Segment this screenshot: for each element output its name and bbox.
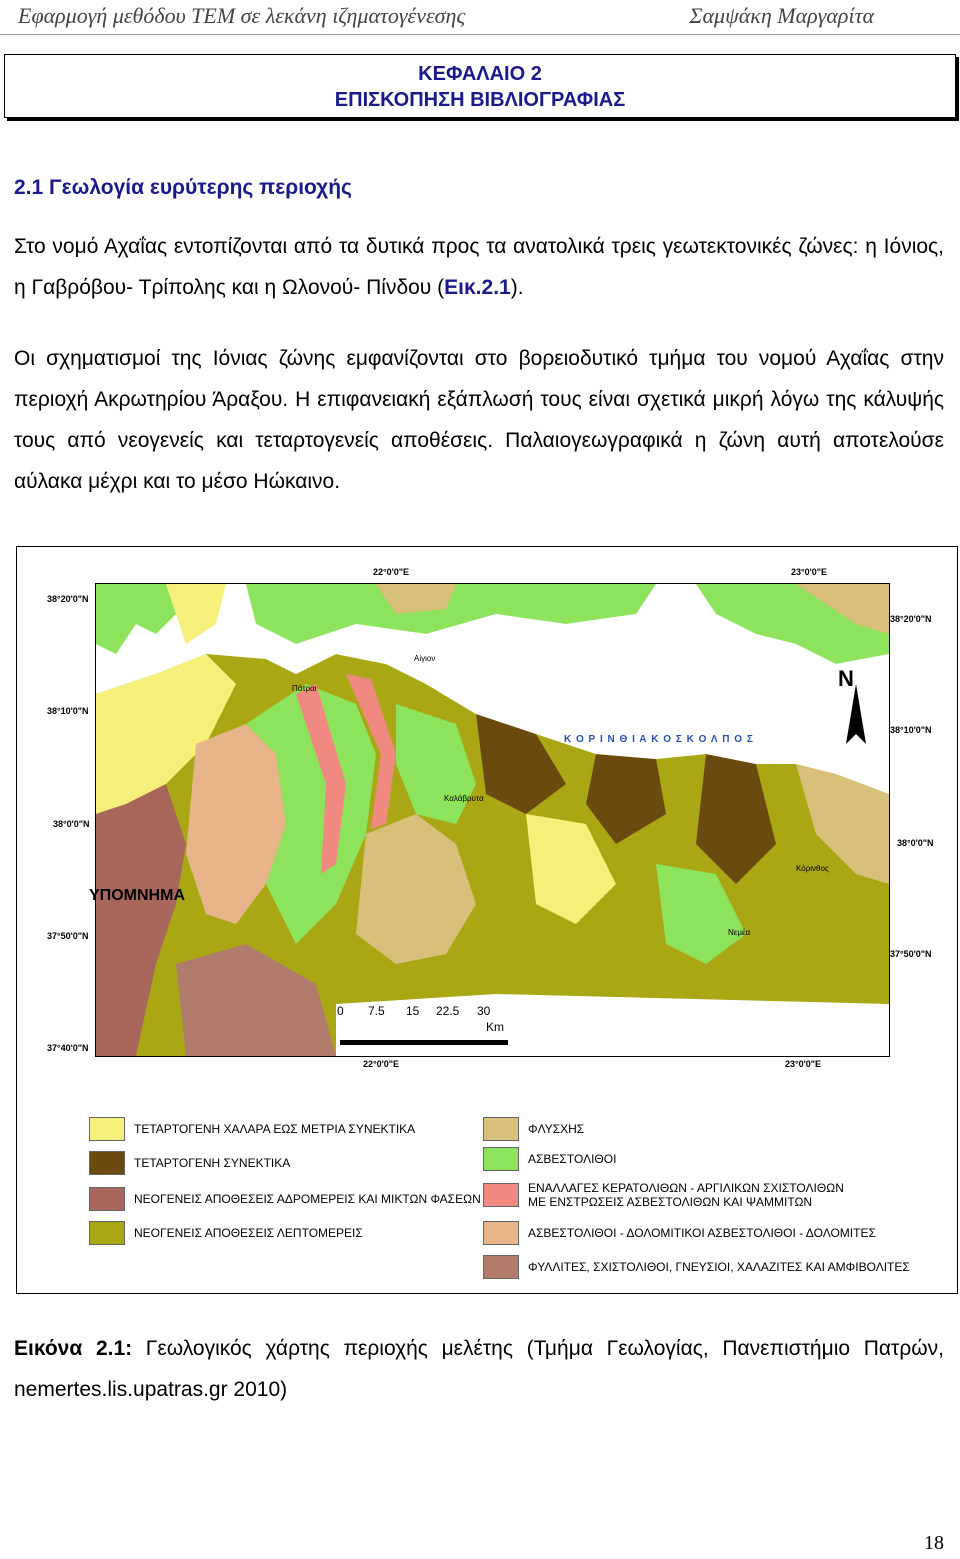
legend-swatch: [483, 1221, 519, 1245]
paragraph-2: Οι σχηματισμοί της Ιόνιας ζώνης εμφανίζονται στο βορειοδυτικό τμήμα του νομού Αχαΐας στην περιοχή Ακρωτηρίου Άραξου. Η επιφανειακή εξάπλωσή τους είναι σχετικά μικρή λόγω της κάλυψής τους από νεογενείς και τεταρτογενείς αποθέσεις. Παλαιογεωγραφικά η ζώνη αυτή αποτελούσε αύλακα μέχρι και το μέσο Ηώκαινο.: [14, 347, 944, 493]
figure-geological-map: [16, 546, 958, 1294]
gulf-label: Κ Ο Ρ Ι Ν Θ Ι Α Κ Ο Σ Κ Ο Λ Π Ο Σ: [564, 734, 754, 745]
scale-bar: [340, 1040, 508, 1045]
legend-label: ΤΕΤΑΡΤΟΓΕΝΗ ΣΥΝΕΚΤΙΚΑ: [134, 1156, 291, 1170]
right-coord-3: 38°0'0"N: [897, 838, 934, 848]
legend-item: [483, 1117, 584, 1141]
legend-label: ΝΕΟΓΕΝΕΙΣ ΑΠΟΘΕΣΕΙΣ ΑΔΡΟΜΕΡΕΙΣ ΚΑΙ ΜΙΚΤΩΝ ΦΑΣΕΩΝ: [134, 1192, 481, 1206]
legend-swatch: [483, 1117, 519, 1141]
legend-item: [483, 1221, 876, 1245]
legend-swatch: [483, 1183, 519, 1207]
legend-swatch: [483, 1255, 519, 1279]
bottom-coord-2: 23°0'0"E: [785, 1059, 822, 1069]
north-label: N: [838, 666, 854, 691]
town-aigion: Αίγιον: [414, 654, 436, 663]
legend-item: [483, 1181, 848, 1209]
header-divider: [0, 34, 960, 35]
paragraph-1-text: Στο νομό Αχαΐας εντοπίζονται από τα δυτικά προς τα ανατολικά τρεις γεωτεκτονικές ζώνες: η Ιόνιος, η Γαβρόβου- Τρίπολης και η Ωλονού- Πίνδου (: [14, 235, 944, 299]
figure-caption: [14, 1328, 944, 1410]
left-coord-4: 37°50'0"N: [47, 931, 89, 941]
legend-label: ΦΥΛΛΙΤΕΣ, ΣΧΙΣΤΟΛΙΘΟΙ, ΓΝΕΥΣΙΟΙ, ΧΑΛΑΖΙΤΕΣ ΚΑΙ ΑΜΦΙΒΟΛΙΤΕΣ: [528, 1260, 910, 1274]
legend-label: ΝΕΟΓΕΝΕΙΣ ΑΠΟΘΕΣΕΙΣ ΛΕΠΤΟΜΕΡΕΙΣ: [134, 1226, 363, 1240]
left-coord-3: 38°0'0"N: [53, 819, 90, 829]
legend-swatch: [483, 1147, 519, 1171]
caption-text: Γεωλογικός χάρτης περιοχής μελέτης (Τμήμα Γεωλογίας, Πανεπιστήμιο Πατρών, nemertes.lis.upatras.gr 2010): [14, 1337, 944, 1401]
chapter-number: ΚΕΦΑΛΑΙΟ 2: [418, 63, 542, 85]
geological-map-area: [95, 583, 890, 1057]
legend-swatch: [89, 1221, 125, 1245]
section-title: 2.1 Γεωλογία ευρύτερης περιοχής: [14, 176, 352, 199]
chapter-title: ΕΠΙΣΚΟΠΗΣΗ ΒΙΒΛΙΟΓΡΑΦΙΑΣ: [334, 89, 626, 111]
legend-label: ΕΝΑΛΛΑΓΕΣ ΚΕΡΑΤΟΛΙΘΩΝ - ΑΡΓΙΛΙΚΩΝ ΣΧΙΣΤΟΛΙΘΩΝ ΜΕ ΕΝΣΤΡΩΣΕΙΣ ΑΣΒΕΣΤΟΛΙΘΩΝ ΚΑΙ ΨΑΜΜΙΤΩΝ: [528, 1181, 844, 1209]
top-coord-1: 22°0'0"E: [373, 567, 410, 577]
legend-title: ΥΠΟΜΝΗΜΑ: [89, 887, 185, 904]
header-author: Σαμψάκη Μαργαρίτα: [689, 3, 874, 28]
scale-tick-3: 22.5: [436, 1004, 460, 1018]
right-coord-1: 38°20'0"N: [890, 614, 932, 624]
legend-label: ΑΣΒΕΣΤΟΛΙΘΟΙ - ΔΟΛΟΜΙΤΙΚΟΙ ΑΣΒΕΣΤΟΛΙΘΟΙ - ΔΟΛΟΜΙΤΕΣ: [528, 1226, 876, 1240]
scale-tick-4: 30: [477, 1004, 491, 1018]
page-header: [0, 0, 960, 32]
town-kalavryta: Καλάβρυτα: [444, 794, 484, 803]
legend-item: [89, 1117, 415, 1141]
left-coord-1: 38°20'0"N: [47, 594, 89, 604]
town-nemea: Νεμέα: [728, 928, 751, 937]
legend-item: [483, 1147, 616, 1171]
left-coord-5: 37°40'0"N: [47, 1043, 89, 1053]
right-coord-4: 37°50'0"N: [890, 949, 932, 959]
town-patras: Πάτραι: [292, 684, 317, 693]
legend-item: [89, 1151, 290, 1175]
header-title: Εφαρμογή μεθόδου TEM σε λεκάνη ιζηματογένεσης: [18, 3, 466, 28]
town-korinthos: Κόρινθος: [796, 864, 829, 873]
legend-label: ΑΣΒΕΣΤΟΛΙΘΟΙ: [528, 1152, 617, 1166]
page-number: 18: [924, 1532, 944, 1554]
scale-tick-1: 7.5: [368, 1004, 385, 1018]
scale-tick-2: 15: [406, 1004, 420, 1018]
legend-item: [89, 1221, 363, 1245]
scale-tick-0: 0: [337, 1004, 344, 1018]
legend-label: ΦΛΥΣΧΗΣ: [528, 1122, 585, 1136]
legend-swatch: [89, 1117, 125, 1141]
geological-map-svg: [96, 584, 889, 1056]
paragraph-1: [14, 226, 944, 308]
legend-item: [89, 1187, 481, 1211]
legend-item: [483, 1255, 910, 1279]
top-coord-2: 23°0'0"E: [791, 567, 828, 577]
right-coord-2: 38°10'0"N: [890, 725, 932, 735]
scale-unit: Km: [486, 1020, 504, 1034]
bottom-coord-1: 22°0'0"E: [363, 1059, 400, 1069]
figure-reference-link[interactable]: Εικ.2.1: [444, 276, 511, 299]
caption-label: Εικόνα 2.1:: [14, 1337, 133, 1360]
legend-swatch: [89, 1187, 125, 1211]
chapter-heading-box: [4, 54, 956, 118]
left-coord-2: 38°10'0"N: [47, 706, 89, 716]
legend-label: ΤΕΤΑΡΤΟΓΕΝΗ ΧΑΛΑΡΑ ΕΩΣ ΜΕΤΡΙΑ ΣΥΝΕΚΤΙΚΑ: [134, 1122, 416, 1136]
legend-swatch: [89, 1151, 125, 1175]
paragraph-1-end: ).: [510, 276, 524, 299]
